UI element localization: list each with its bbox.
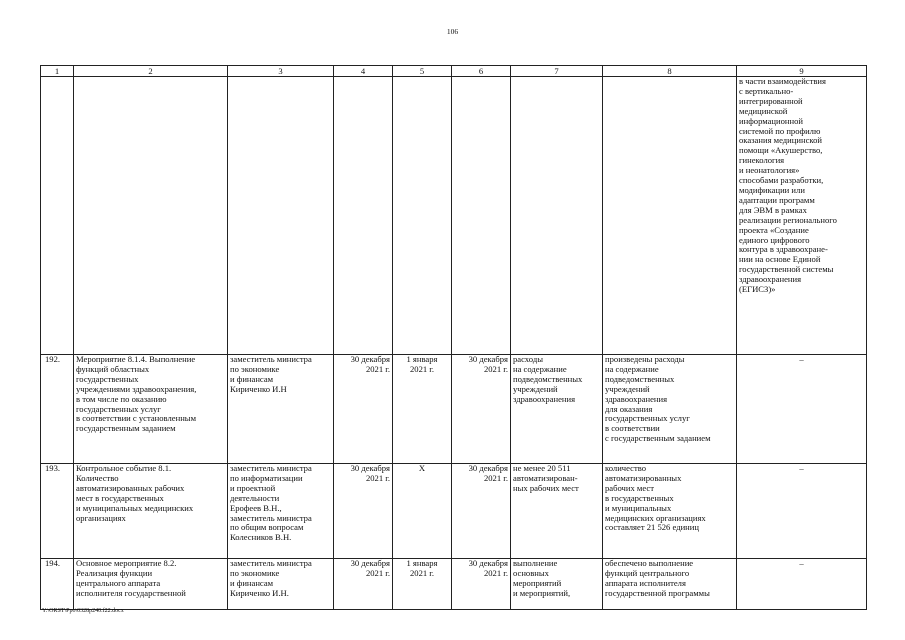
problems-note: – [737, 355, 867, 464]
header-col-6: 6 [452, 66, 511, 77]
start-date [393, 77, 452, 355]
table-row [41, 464, 867, 559]
event-name: Контрольное событие 8.1. Количество автоматизированных рабочих мест в государственных и муниципальных медицинских организациях [74, 464, 228, 559]
start-date: 1 января 2021 г. [393, 355, 452, 464]
problems-note: – [737, 559, 867, 610]
header-col-1: 1 [41, 66, 74, 77]
event-name [74, 77, 228, 355]
responsible: заместитель министра по экономике и финансам Кириченко И.Н [228, 355, 334, 464]
end-date: 30 декабря 2021 г. [452, 355, 511, 464]
row-number: 192. [41, 355, 74, 464]
problems-note: – [737, 464, 867, 559]
table-row [41, 559, 867, 610]
start-date: 1 января 2021 г. [393, 559, 452, 610]
end-date: 30 декабря 2021 г. [452, 464, 511, 559]
event-name: Основное мероприятие 8.2. Реализация функции центрального аппарата исполнителя государственной [74, 559, 228, 610]
expected-result: не менее 20 511 автоматизирован- ных рабочих мест [511, 464, 603, 559]
responsible [228, 77, 334, 355]
expected-result: расходы на содержание подведомственных учреждений здравоохранения [511, 355, 603, 464]
deadline-planned: 30 декабря 2021 г. [334, 355, 393, 464]
end-date: 30 декабря 2021 г. [452, 559, 511, 610]
header-col-9: 9 [737, 66, 867, 77]
file-path-footer: Y:\ORST\Ppo\0328p240.f22.docx [42, 608, 124, 614]
actual-result: количество автоматизированных рабочих мест в государственных и муниципальных медицинских организациях составляет 21 526 единиц [603, 464, 737, 559]
end-date [452, 77, 511, 355]
responsible: заместитель министра по экономике и финансам Кириченко И.Н. [228, 559, 334, 610]
deadline-planned: 30 декабря 2021 г. [334, 559, 393, 610]
header-col-8: 8 [603, 66, 737, 77]
actual-result: произведены расходы на содержание подведомственных учреждений здравоохранения для оказания государственных услуг в соответствии с государственным заданием [603, 355, 737, 464]
row-number: 193. [41, 464, 74, 559]
expected-result [511, 77, 603, 355]
deadline-planned [334, 77, 393, 355]
start-date: Х [393, 464, 452, 559]
header-col-3: 3 [228, 66, 334, 77]
problems-note: в части взаимодействия с вертикально- интегрированной медицинской информационной системой по профилю оказания медицинской помощи «Акушерство, гинекология и неонатология» способами разработки, модификации или адаптации программ для ЭВМ в рамках реализации регионального проекта «Создание единого цифрового контура в здравоохране- нии на основе Единой государственной системы здравоохранения (ЕГИСЗ)» [737, 77, 867, 355]
header-row [41, 66, 867, 77]
event-name: Мероприятие 8.1.4. Выполнение функций областных государственных учреждениями здравоохранения, в том числе по оказанию государственных услуг в соответствии с установленным государственным заданием [74, 355, 228, 464]
header-col-5: 5 [393, 66, 452, 77]
plan-table [40, 65, 867, 610]
expected-result: выполнение основных мероприятий и мероприятий, [511, 559, 603, 610]
actual-result: обеспечено выполнение функций центрального аппарата исполнителя государственной программы [603, 559, 737, 610]
header-col-4: 4 [334, 66, 393, 77]
table-row [41, 77, 867, 355]
header-col-2: 2 [74, 66, 228, 77]
actual-result [603, 77, 737, 355]
header-col-7: 7 [511, 66, 603, 77]
deadline-planned: 30 декабря 2021 г. [334, 464, 393, 559]
row-number: 194. [41, 559, 74, 610]
row-number [41, 77, 74, 355]
responsible: заместитель министра по информатизации и проектной деятельности Ерофеев В.Н., заместитель министра по общим вопросам Колесников В.Н. [228, 464, 334, 559]
page-number: 106 [446, 27, 459, 36]
table-row [41, 355, 867, 464]
